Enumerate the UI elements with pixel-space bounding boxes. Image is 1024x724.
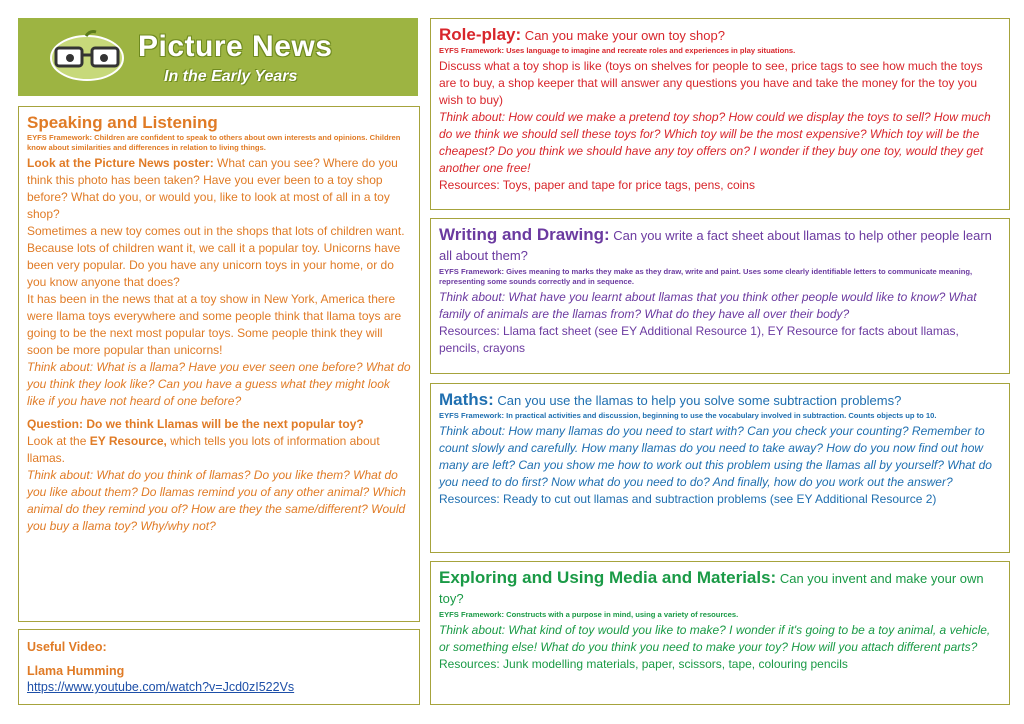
look-text: What can you see? Where do you think this photo has been taken? Have you ever been to a toy shop before? What do you, or would you, like to look at most of all in a toy shop?	[27, 156, 398, 221]
media-framework: EYFS Framework: Constructs with a purpose in mind, using a variety of resources.	[439, 610, 739, 619]
media-resources: Resources: Junk modelling materials, paper, scissors, tape, colouring pencils	[439, 657, 848, 671]
video-title: Llama Humming	[27, 664, 125, 678]
speaking-think-2: Think about: What do you think of llamas? Do you like them? What do you like about them? Do llamas remind you of any other animal? Which animal do they remind you of? How are they the same/different? Would you buy a llama toy? Why/why not?	[27, 468, 406, 533]
speaking-framework: EYFS Framework: Children are confident to speak to others about own interests and opinions. Children know about similarities and differences in relation to living things.	[27, 133, 401, 152]
useful-video-panel	[18, 629, 420, 705]
speaking-heading: Speaking and Listening	[27, 113, 218, 132]
roleplay-title-line	[439, 25, 1001, 45]
maths-panel	[430, 383, 1010, 553]
roleplay-think: Think about: How could we make a pretend toy shop? How could we display the toys to sell? How much do we think we should sell these toys for? Which toy will be the most expensive? Which toy will be the cheapest? Do you think we should have any toy offers on? I wonder if they buy one toy, would they get another one free!	[439, 110, 991, 175]
media-question: Can you invent and make your own toy?	[439, 571, 984, 606]
writing-resources: Resources: Llama fact sheet (see EY Additional Resource 1), EY Resource for facts about llamas, pencils, crayons	[439, 324, 959, 355]
roleplay-resources: Resources: Toys, paper and tape for price tags, pens, coins	[439, 178, 755, 192]
resource-post: which tells you lots of information about llamas.	[27, 434, 380, 465]
logo-title: Picture News	[138, 30, 333, 63]
logo-subtitle: In the Early Years	[164, 68, 298, 85]
resource-pre: Look at the	[27, 434, 90, 448]
roleplay-question: Can you make your own toy shop?	[521, 28, 725, 43]
media-heading: Exploring and Using Media and Materials:	[439, 568, 777, 587]
writing-question: Can you write a fact sheet about llamas to help other people learn all about them?	[439, 228, 992, 263]
speaking-think-1: Think about: What is a llama? Have you ever seen one before? What do you think they look like? Can you have a guess what they might look like if you have not heard of one before?	[27, 360, 411, 408]
role-play-panel	[430, 18, 1010, 210]
speaking-question: Question: Do we think Llamas will be the next popular toy?	[27, 417, 364, 431]
video-link[interactable]: https://www.youtube.com/watch?v=Jcd0zI522Vs	[27, 680, 295, 694]
apple-glasses-icon	[46, 28, 128, 82]
media-think: Think about: What kind of toy would you like to make? I wonder if it's going to be a toy animal, a vehicle, or something else! What do you think you need to make your toy? How will you attach different parts?	[439, 623, 991, 654]
speaking-resource-paragraph	[27, 433, 411, 467]
maths-title-line	[439, 390, 1001, 410]
writing-framework: EYFS Framework: Gives meaning to marks they make as they draw, write and paint. Uses some clearly identifiable letters to communicate meaning, representing some sounds correctly and in sequence.	[439, 267, 973, 286]
video-label: Useful Video:	[27, 640, 107, 654]
picture-news-logo	[18, 18, 418, 96]
maths-think: Think about: How many llamas do you need to start with? Can you check your counting? Remember to count slowly and carefully. How many llamas do you need to take away? How do you now find out how many are left? Can you show me how to work out this problem using the llamas all by yourself? What do you need to do first? Now what do you need to do? And finally, how do you work out the answer?	[439, 424, 992, 489]
speaking-listening-panel	[18, 106, 420, 622]
maths-heading: Maths:	[439, 390, 494, 409]
speaking-paragraph-3: It has been in the news that at a toy show in New York, America there were llama toys everywhere and some people think that llama toys are going to be the next most popular toys. Some people think they will soon be more popular than unicorns!	[27, 292, 402, 357]
resource-bold: EY Resource,	[89, 434, 167, 448]
roleplay-text: Discuss what a toy shop is like (toys on shelves for people to see, price tags to see how much the toys are to buy, a shop keeper that will answer any questions you have and take the money for the toy you wish to buy)	[439, 59, 983, 107]
maths-framework: EYFS Framework: In practical activities and discussion, beginning to use the vocabulary involved in subtraction. Counts objects up to 10.	[439, 411, 937, 420]
look-label: Look at the Picture News poster:	[27, 156, 214, 170]
writing-heading: Writing and Drawing:	[439, 225, 610, 244]
writing-think: Think about: What have you learnt about llamas that you think other people would like to know? What family of animals are the llamas from? What do they have all over their body?	[439, 290, 977, 321]
roleplay-framework: EYFS Framework: Uses language to imagine and recreate roles and experiences in play situations.	[439, 46, 796, 55]
roleplay-heading: Role-play:	[439, 25, 522, 44]
speaking-paragraph-2: Sometimes a new toy comes out in the shops that lots of children want. Because lots of children want it, we call it a popular toy. Unicorns have been very popular. Do you have any unicorn toys in your home, or do you know anyone that does?	[27, 224, 405, 289]
writing-drawing-panel	[430, 218, 1010, 374]
writing-title-line	[439, 225, 1001, 266]
speaking-look-paragraph	[27, 155, 411, 223]
media-materials-panel	[430, 561, 1010, 705]
maths-resources: Resources: Ready to cut out llamas and subtraction problems (see EY Additional Resource 2)	[439, 492, 937, 506]
maths-question: Can you use the llamas to help you solve some subtraction problems?	[493, 393, 902, 408]
media-title-line	[439, 568, 1001, 609]
